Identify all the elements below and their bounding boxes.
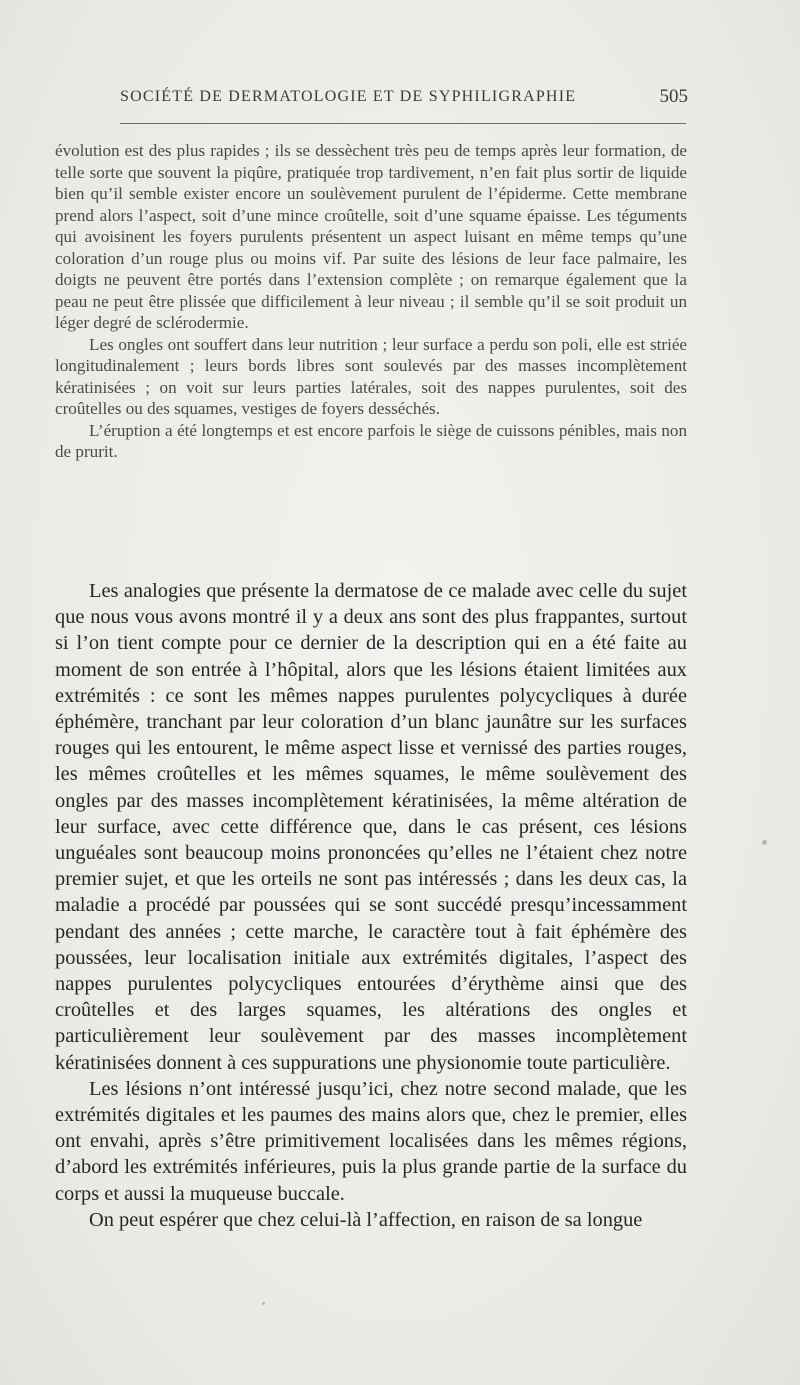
- paragraph: Les analogies que présente la dermatose de ce malade avec celle du sujet que nous vous avons montré il y a deux ans sont des plus frappantes, surtout si l’on tient compte pour ce dernier de la description qui en a été faite au moment de son entrée à l’hôpital, alors que les lésions étaient limitées aux extrémités : ce sont les mêmes nappes purulentes polycycliques à durée éphémère, tranchant par leur coloration d’un blanc jaunâtre sur les surfaces rouges qui les entourent, le même aspect lisse et vernissé des parties rouges, les mêmes croûtelles et les mêmes squames, le même soulèvement des ongles par des masses incomplètement kératinisées, la même altération de leur surface, avec cette différence que, dans le cas présent, ces lésions unguéales sont beaucoup moins prononcées qu’elles ne l’étaient chez notre premier sujet, et que les orteils ne sont pas intéressés ; dans les deux cas, la maladie a procédé par poussées qui se sont succédé presqu’incessamment pendant des années ; cette marche, le caractère tout à fait éphémère des poussées, leur localisation initiale aux extrémités digitales, l’aspect des nappes purulentes polycycliques entourées d’érythème ainsi que des croûtelles et des larges squames, les altérations des ongles et particulièrement leur soulèvement par des masses incomplètement kératinisées donnent à ces suppurations une physionomie toute particulière.: [55, 580, 687, 1074]
- main-text-section: [55, 578, 687, 1233]
- paper-speck: [762, 840, 767, 845]
- paper-speck: [262, 1302, 265, 1305]
- paragraph: évolution est des plus rapides ; ils se dessèchent très peu de temps après leur formation, de telle sorte que souvent la piqûre, pratiquée trop tardivement, n’en fait plus sortir de liquide bien qu’il semble exister encore un soulèvement purulent de l’épiderme. Cette membrane prend alors l’aspect, soit d’une mince croûtelle, soit d’une squame épaisse. Les téguments qui avoisinent les foyers purulents présentent un aspect luisant en même temps qu’une coloration d’un rouge plus ou moins vif. Par suite des lésions de leur face palmaire, les doigts ne peuvent être portés dans l’extension complète ; on remarque également que la peau ne peut être plissée que difficilement à leur niveau ; il semble qu’il se soit produit un léger degré de sclérodermie.: [55, 141, 687, 332]
- paragraph: Les ongles ont souffert dans leur nutrition ; leur surface a perdu son poli, elle est striée longitudinalement ; leurs bords libres sont soulevés par des masses incomplètement kératinisées ; on voit sur leurs parties latérales, soit des nappes purulentes, soit des croûtelles ou des squames, vestiges de foyers desséchés.: [55, 334, 687, 418]
- paragraph: On peut espérer que chez celui-là l’affection, en raison de sa longue: [89, 1208, 643, 1231]
- paragraph: Les lésions n’ont intéressé jusqu’ici, chez notre second malade, que les extrémités digitales et les paumes des mains alors que, chez le premier, elles ont envahi, après s’être primitivement localisées dans les mêmes régions, d’abord les extrémités inférieures, puis la plus grande partie de la surface du corps et aussi la muqueuse buccale.: [55, 1077, 687, 1205]
- paragraph: L’éruption a été longtemps et est encore parfois le siège de cuissons pénibles, mais non de prurit.: [55, 420, 687, 461]
- small-print-section: [55, 140, 687, 463]
- running-title: SOCIÉTÉ DE DERMATOLOGIE ET DE SYPHILIGRAPHIE: [120, 88, 577, 105]
- running-header: [112, 86, 688, 114]
- header-rule: [120, 123, 686, 124]
- page-number: 505: [659, 86, 688, 107]
